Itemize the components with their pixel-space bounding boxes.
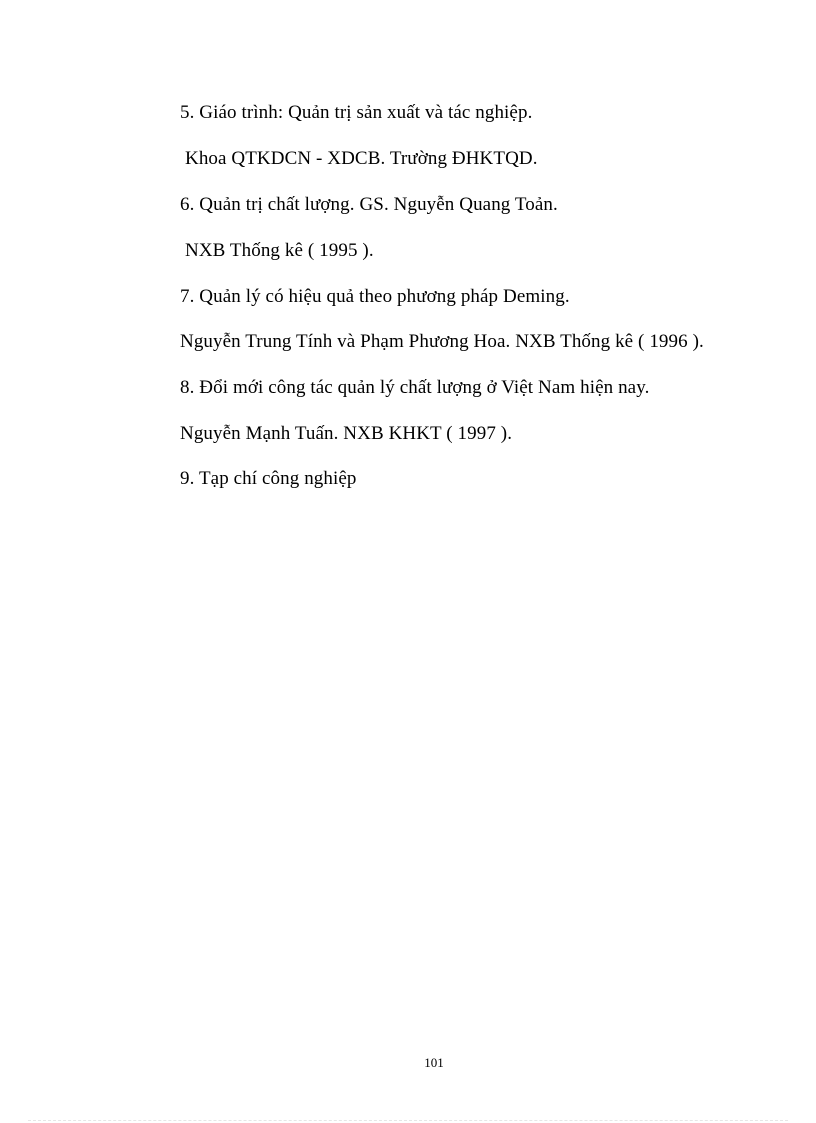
page-number: 101	[424, 1055, 444, 1070]
reference-8-source: Nguyễn Mạnh Tuấn. NXB KHKT ( 1997 ).	[180, 423, 513, 444]
reference-8-title: 8. Đổi mới công tác quản lý chất lượng ở Việt Nam hiện nay.	[180, 377, 650, 398]
reference-9-title: 9. Tạp chí công nghiệp	[180, 468, 357, 489]
reference-7-title: 7. Quản lý có hiệu quả theo phương pháp Deming.	[180, 286, 570, 307]
reference-5-title: 5. Giáo trình: Quản trị sản xuất và tác nghiệp.	[180, 102, 533, 123]
reference-6-source: NXB Thống kê ( 1995 ).	[185, 240, 374, 261]
page-bottom-divider	[28, 1120, 788, 1121]
reference-6-title: 6. Quản trị chất lượng. GS. Nguyễn Quang Toản.	[180, 194, 558, 215]
reference-7-source: Nguyễn Trung Tính và Phạm Phương Hoa. NXB Thống kê ( 1996 ).	[180, 331, 704, 352]
reference-5-source: Khoa QTKDCN - XDCB. Trường ĐHKTQD.	[185, 148, 538, 169]
